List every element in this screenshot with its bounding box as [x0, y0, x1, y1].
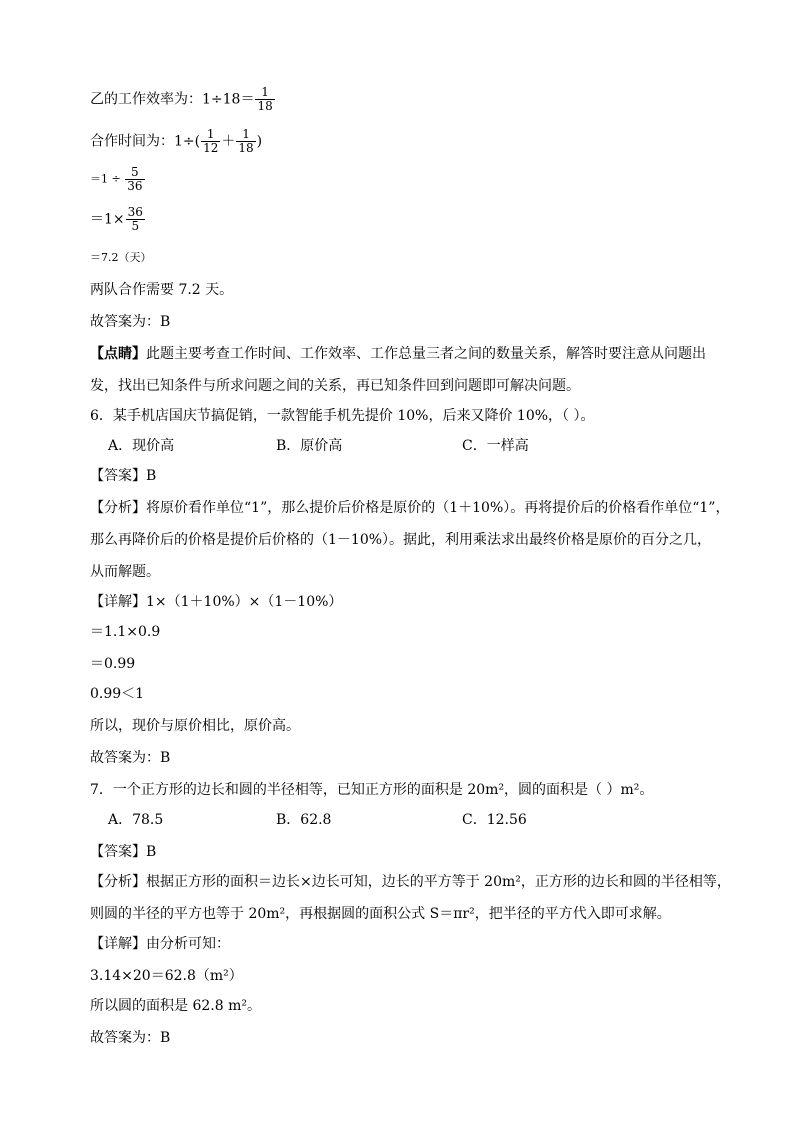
- q7-option-a: A．78.5: [108, 812, 164, 828]
- fraction-numerator: 1: [242, 127, 250, 141]
- fraction-denominator: 5: [126, 219, 145, 233]
- fraction-denominator: 36: [127, 179, 143, 193]
- close-paren: ): [256, 133, 263, 150]
- dianjing-tag: 【点睛】: [90, 346, 146, 362]
- coop-time-text: 合作时间为：1÷(: [90, 133, 201, 150]
- plus-sign: ＋: [221, 133, 236, 150]
- fraction-36-5: [126, 206, 145, 233]
- q7-analysis-2: 则圆的半径的平方也等于 20m²，再根据圆的面积公式 S＝πr²，把半径的平方代入即可求解。: [90, 906, 671, 922]
- yi-efficiency-line: [90, 86, 276, 113]
- fraction-denominator: 12: [203, 141, 219, 155]
- q6-step-2: ＝0.99: [90, 656, 136, 672]
- fraction-numerator: 5: [131, 165, 139, 179]
- dianjing-text-1: 此题主要考查工作时间、工作效率、工作总量三者之间的数量关系，解答时要注意从问题出: [146, 346, 706, 362]
- fraction-numerator: 36: [127, 205, 143, 219]
- q7-analysis-1: 【分析】根据正方形的面积＝边长×边长可知，边长的平方等于 20m²，正方形的边长和圆的半径相等，: [90, 874, 731, 890]
- q6-analysis-1: 【分析】将原价看作单位“1”，那么提价后价格是原价的（1＋10%）。再将提价后的价格看作单位“1”，: [90, 500, 730, 516]
- q6-option-c: C．一样高: [462, 438, 529, 454]
- fraction-1-18b: [236, 128, 255, 155]
- dianjing-line-1: [90, 344, 706, 364]
- q6-answer: 【答案】B: [90, 468, 157, 484]
- fraction-1-12: [201, 128, 220, 155]
- step2-text: ＝1×: [90, 211, 125, 228]
- answer-line-q5: 故答案为：B: [90, 314, 171, 330]
- yi-efficiency-text: 乙的工作效率为：1÷18＝: [90, 91, 255, 108]
- q7-final-answer: 故答案为：B: [90, 1030, 171, 1046]
- step2-line: [90, 206, 146, 233]
- step3-line: ＝7.2（天）: [90, 251, 152, 264]
- step1-text: ＝1 ÷: [90, 172, 125, 186]
- conclusion-line: 两队合作需要 7.2 天。: [90, 282, 234, 298]
- fraction-numerator: 1: [261, 85, 269, 99]
- q6-step-1: ＝1.1×0.9: [90, 624, 161, 640]
- q6-option-a: A．现价高: [108, 438, 175, 454]
- q7-answer: 【答案】B: [90, 844, 157, 860]
- dianjing-line-2: 发，找出已知条件与所求问题之间的关系，再已知条件回到问题即可解决问题。: [90, 378, 580, 394]
- fraction-5-36: [125, 166, 144, 193]
- q7-option-b: B．62.8: [276, 812, 332, 828]
- q6-step-4: 所以，现价与原价相比，原价高。: [90, 718, 300, 734]
- q7-step-1: 3.14×20＝62.8（m²）: [90, 968, 243, 984]
- q6-analysis-3: 从而解题。: [90, 564, 160, 580]
- question-7: 7．一个正方形的边长和圆的半径相等，已知正方形的面积是 20m²，圆的面积是（ ）m²。: [90, 782, 654, 798]
- q6-step-3: 0.99＜1: [90, 686, 145, 702]
- q6-option-b: B．原价高: [276, 438, 343, 454]
- question-6: 6．某手机店国庆节搞促销，一款智能手机先提价 10%，后来又降价 10%，（ ）。: [90, 408, 595, 424]
- q6-detail: 【详解】1×（1＋10%）×（1－10%）: [90, 594, 343, 610]
- q7-option-c: C．12.56: [462, 812, 527, 828]
- coop-time-line: [90, 128, 262, 155]
- fraction-denominator: 18: [238, 141, 254, 155]
- step1-line: [90, 166, 146, 193]
- q6-analysis-2: 那么再降价后的价格是提价后价格的（1－10%）。据此，利用乘法求出最终价格是原价的百分之几，: [90, 532, 712, 548]
- fraction-numerator: 1: [206, 127, 215, 141]
- q7-step-2: 所以圆的面积是 62.8 m²。: [90, 998, 261, 1014]
- fraction-denominator: 18: [257, 99, 273, 113]
- q6-final-answer: 故答案为：B: [90, 750, 171, 766]
- fraction-1-18: [255, 86, 274, 113]
- q7-detail: 【详解】由分析可知：: [90, 936, 230, 952]
